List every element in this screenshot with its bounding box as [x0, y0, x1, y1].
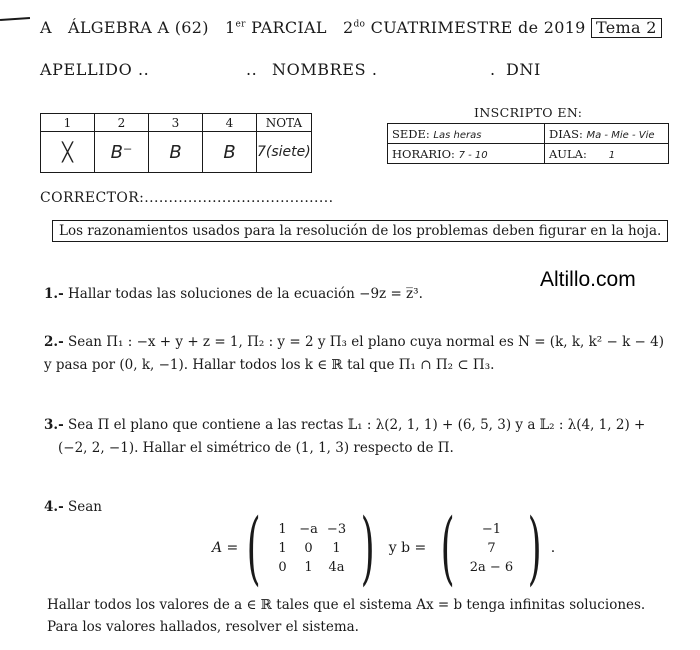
problem-2-line1: Sean Π₁ : −x + y + z = 1, Π₂ : y = 2 y Π₃ el plano cuya normal es N = (k, k, k² − k − 4) — [68, 334, 665, 350]
tema-badge: Tema 2 — [591, 18, 662, 38]
grade-header: 1 — [41, 114, 95, 132]
grade-value: B — [149, 132, 203, 173]
grade-value: B — [203, 132, 257, 173]
cuatrimestre-label: CUATRIMESTRE de 2019 — [370, 18, 586, 37]
matrix-a-cell: 0 — [278, 559, 287, 575]
problem-1-number: 1.- — [44, 286, 64, 302]
aula-cell — [545, 144, 669, 164]
parcial-sup: er — [235, 19, 246, 30]
left-paren: ( — [246, 501, 261, 594]
cuat-number: 2 — [343, 18, 354, 37]
end-period: . — [550, 540, 556, 556]
grade-header: NOTA — [257, 114, 312, 132]
instructions-note: Los razonamientos usados para la resolución de los problemas deben figurar en la hoja. — [52, 220, 668, 242]
matrix-a-cell: 1 — [304, 559, 313, 575]
problem-4-line1: Hallar todos los valores de a ∈ ℝ tales que el sistema Ax = b tenga infinitas soluciones. — [47, 597, 646, 613]
problem-1-text: Hallar todas las soluciones de la ecuación −9z = z̅³. — [68, 286, 423, 302]
header-a: A — [40, 18, 52, 37]
dias-value: Ma - Mie - Vie — [586, 129, 655, 141]
dias-label: DIAS: — [549, 126, 583, 141]
problem-3 — [44, 414, 684, 460]
grades-table — [40, 113, 312, 173]
altillo-watermark: Altillo.com — [540, 268, 636, 291]
problem-2-line2: y pasa por (0, k, −1). Hallar todos los k ∈ ℝ tal que Π₁ ∩ Π₂ ⊂ Π₃. — [44, 357, 495, 373]
vector-b — [463, 522, 519, 575]
matrix-equation — [212, 501, 556, 594]
problem-3-line1: Sea Π el plano que contiene a las rectas 𝕃₁ : λ(2, 1, 1) + (6, 5, 3) y a 𝕃₂ : λ(4, 1, 2) + — [68, 417, 646, 433]
vector-b-cell: −1 — [481, 521, 502, 537]
matrix-a-cell: 1 — [278, 521, 287, 537]
matrix-b-label: y b = — [388, 540, 427, 556]
parcial-number: 1 — [224, 18, 236, 37]
corrector-line: CORRECTOR:....................................... — [40, 190, 334, 206]
problem-4-body — [47, 594, 645, 638]
subject-title: ÁLGEBRA A (62) — [68, 18, 209, 37]
cuat-sup: do — [353, 19, 366, 30]
matrix-a-cell: 1 — [278, 540, 287, 556]
left-paren: ( — [440, 501, 455, 594]
matrix-a — [270, 522, 352, 575]
horario-label: HORARIO: — [392, 146, 455, 161]
nombres-label: NOMBRES . — [272, 60, 378, 79]
problem-2-number: 2.- — [44, 334, 64, 350]
problem-3-number: 3.- — [44, 417, 64, 433]
grade-value: 7(siete) — [257, 132, 312, 173]
problem-4-number: 4.- — [44, 499, 64, 515]
nombres-dots: .. — [246, 60, 258, 79]
inscripto-title: INSCRIPTO EN: — [474, 105, 583, 120]
vector-b-cell: 7 — [487, 540, 496, 556]
grade-value: B⁻ — [95, 132, 149, 173]
aula-value: 1 — [608, 149, 616, 161]
horario-value: 7 - 10 — [458, 149, 488, 161]
right-paren: ) — [528, 501, 543, 594]
grade-header: 3 — [149, 114, 203, 132]
inscripto-table — [387, 123, 669, 164]
matrix-a-label: A = — [212, 540, 239, 556]
grades-header-row — [41, 114, 312, 132]
aula-label: AULA: — [549, 146, 587, 161]
grades-value-row — [41, 132, 312, 173]
apellido-label: APELLIDO .. — [40, 60, 150, 79]
exam-header — [40, 18, 700, 38]
problem-3-line2: (−2, 2, −1). Hallar el simétrico de (1, 1, 3) respecto de Π. — [58, 440, 454, 456]
matrix-a-cell: 4a — [328, 559, 345, 575]
problem-4-sean: Sean — [68, 499, 102, 515]
dni-dot: . — [490, 60, 496, 79]
matrix-a-cell: 1 — [332, 540, 341, 556]
matrix-a-cell: −3 — [326, 521, 347, 537]
grade-header: 2 — [95, 114, 149, 132]
sede-label: SEDE: — [392, 126, 430, 141]
grade-header: 4 — [203, 114, 257, 132]
vector-b-cell: 2a − 6 — [469, 559, 514, 575]
matrix-a-cell: −a — [299, 521, 318, 537]
horario-cell — [388, 144, 545, 164]
dias-cell — [545, 124, 669, 144]
dni-label: DNI — [506, 60, 541, 79]
problem-2 — [44, 331, 684, 377]
sede-value: Las heras — [433, 129, 482, 141]
right-paren: ) — [360, 501, 375, 594]
problem-1 — [44, 283, 684, 306]
matrix-a-cell: 0 — [304, 540, 313, 556]
grade-value: ╳ — [41, 132, 95, 173]
parcial-label: PARCIAL — [251, 18, 327, 37]
sede-cell — [388, 124, 545, 144]
corner-mark — [0, 17, 30, 21]
problem-4-line2: Para los valores hallados, resolver el sistema. — [47, 619, 359, 635]
